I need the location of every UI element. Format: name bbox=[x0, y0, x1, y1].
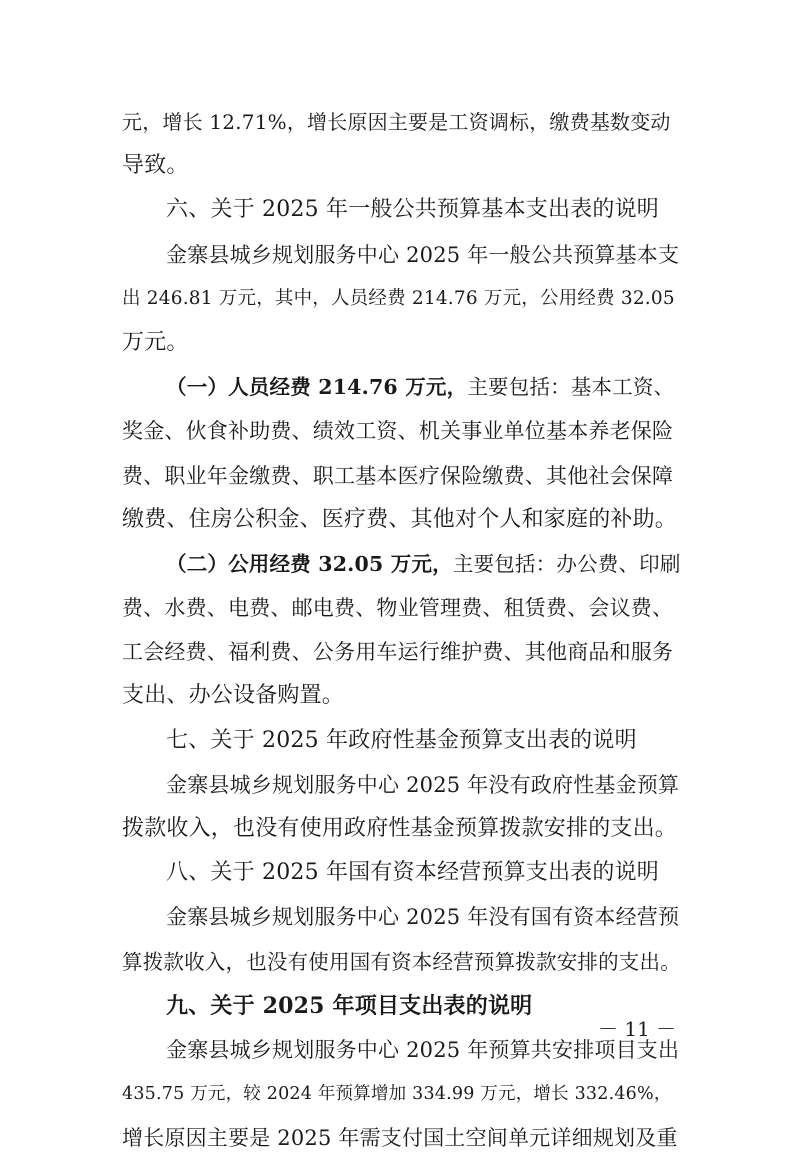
paragraph-line: 金寨县城乡规划服务中心 2025 年一般公共预算基本支 bbox=[166, 242, 680, 267]
paragraph-line: 奖金、伙食补助费、绩效工资、机关事业单位基本养老保险 bbox=[122, 419, 674, 444]
paragraph-line: 费、职业年金缴费、职工基本医疗保险缴费、其他社会保障 bbox=[122, 463, 674, 488]
subsection-heading-public: （二）公用经费 32.05 万元， bbox=[166, 551, 453, 576]
paragraph-line: 金寨县城乡规划服务中心 2025 年预算共安排项目支出 bbox=[166, 1037, 680, 1062]
paragraph-text: 主要包括：基本工资、 bbox=[467, 375, 675, 400]
section-heading-8: 八、关于 2025 年国有资本经营预算支出表的说明 bbox=[166, 860, 659, 886]
paragraph-line: 拨款收入，也没有使用政府性基金预算拨款安排的支出。 bbox=[122, 816, 678, 841]
paragraph-line: 金寨县城乡规划服务中心 2025 年没有政府性基金预算 bbox=[166, 772, 680, 797]
paragraph-line: 出 246.81 万元，其中，人员经费 214.76 万元，公用经费 32.05 bbox=[122, 287, 675, 309]
page-number: － 11 － bbox=[598, 1017, 677, 1041]
paragraph-line: 金寨县城乡规划服务中心 2025 年没有国有资本经营预 bbox=[166, 905, 680, 930]
paragraph-line: 元，增长 12.71%，增长原因主要是工资调标，缴费基数变动 bbox=[122, 110, 671, 134]
subsection-heading-personnel: （一）人员经费 214.76 万元， bbox=[166, 375, 468, 400]
subsection-public-line bbox=[122, 542, 682, 586]
paragraph-line: 工会经费、福利费、公务用车运行维护费、其他商品和服务 bbox=[122, 640, 674, 665]
paragraph-line: 435.75 万元，较 2024 年预算增加 334.99 万元，增长 332.46%， bbox=[122, 1084, 672, 1105]
document-body bbox=[122, 100, 682, 1161]
paragraph-line: 费、水费、电费、邮电费、物业管理费、租赁费、会议费、 bbox=[122, 596, 674, 621]
paragraph-line: 缴费、住房公积金、医疗费、其他对个人和家庭的补助。 bbox=[122, 506, 678, 532]
paragraph-line: 增长原因主要是 2025 年需支付国土空间单元详细规划及重 bbox=[122, 1126, 678, 1151]
paragraph-line: 支出、办公设备购置。 bbox=[122, 683, 345, 709]
paragraph-line: 万元。 bbox=[122, 329, 189, 355]
section-heading-7: 七、关于 2025 年政府性基金预算支出表的说明 bbox=[166, 727, 637, 753]
paragraph-line: 算拨款收入，也没有使用国有资本经营预算拨款安排的支出。 bbox=[122, 949, 681, 974]
paragraph-text: 主要包括：办公费、印刷 bbox=[452, 551, 681, 576]
section-heading-6: 六、关于 2025 年一般公共预算基本支出表的说明 bbox=[166, 197, 659, 223]
section-heading-9: 九、关于 2025 年项目支出表的说明 bbox=[166, 992, 533, 1019]
paragraph-line: 导致。 bbox=[122, 153, 189, 179]
subsection-personnel-line bbox=[122, 365, 682, 409]
